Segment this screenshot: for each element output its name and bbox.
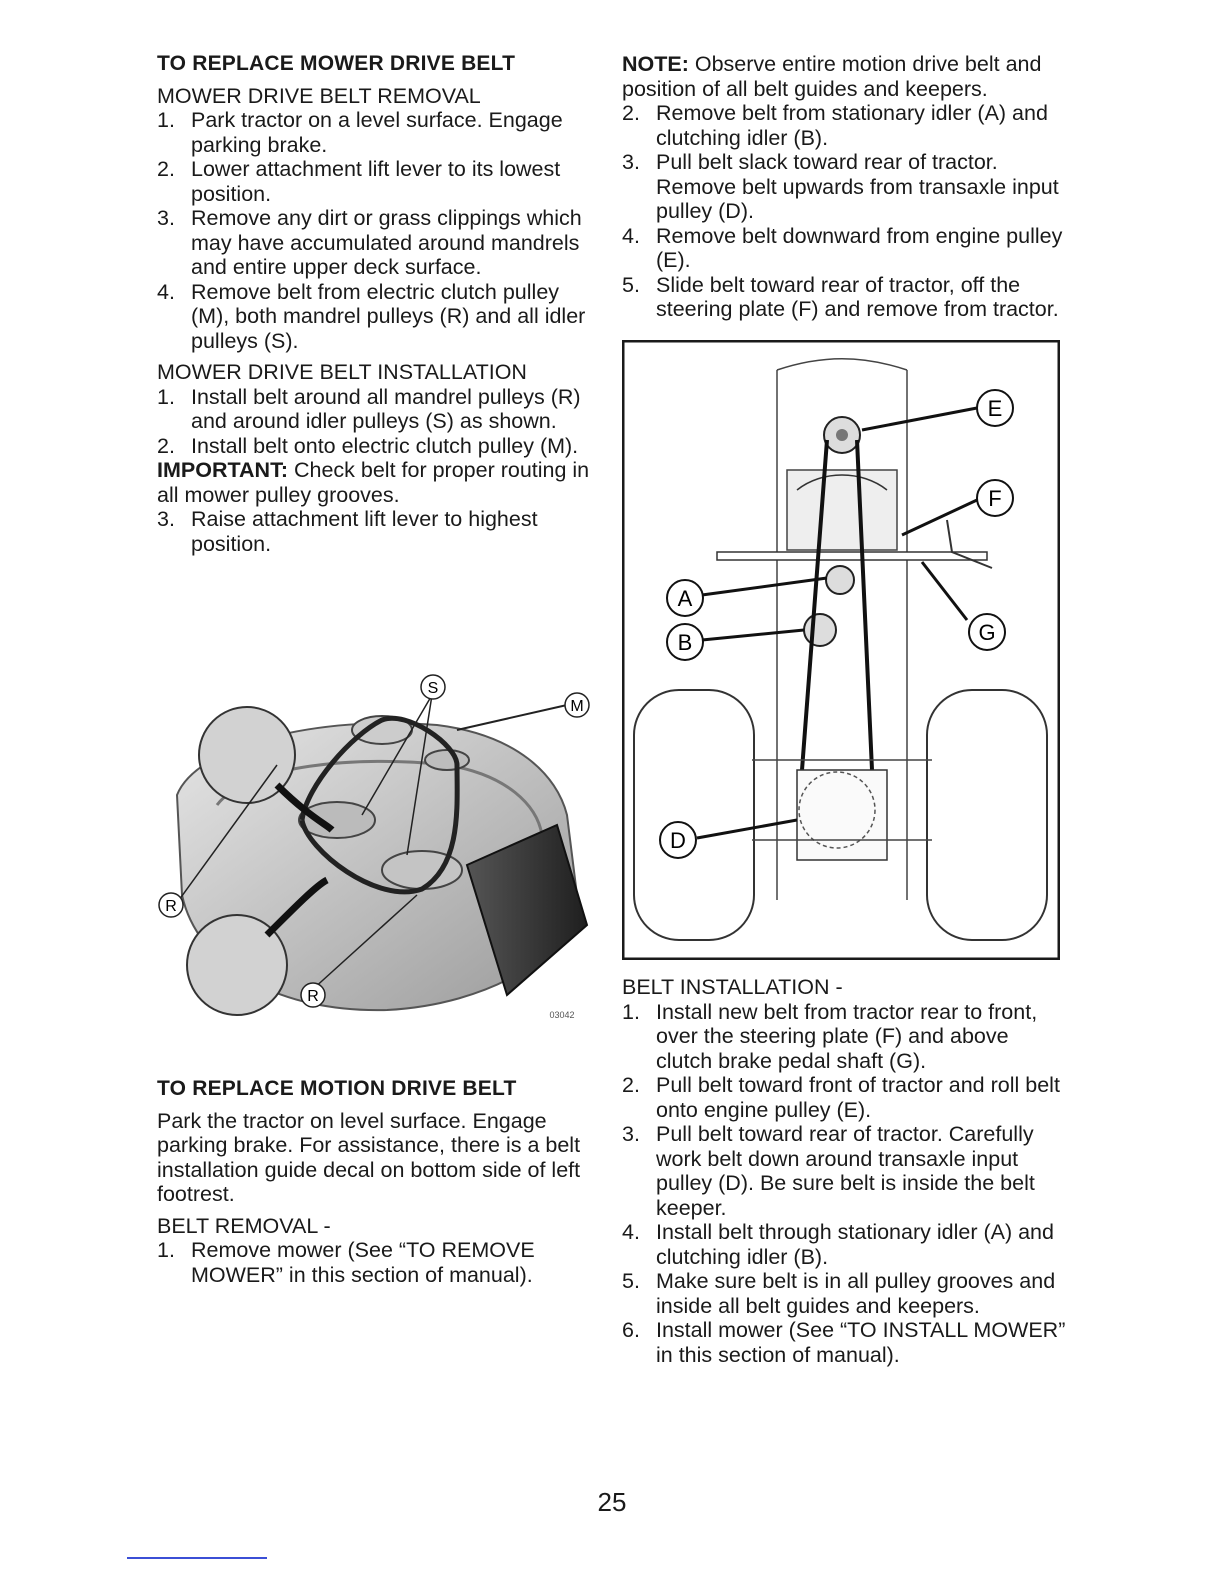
list-item xyxy=(622,1122,1067,1220)
label-s: S xyxy=(427,680,439,697)
step-number: 4. xyxy=(157,279,175,304)
step-text: Install belt through stationary idler (A) and clutching idler (B). xyxy=(656,1220,1054,1269)
right-column xyxy=(622,52,1067,322)
note-text: Observe entire motion drive belt and position of all belt guides and keepers. xyxy=(622,52,1042,101)
motion-belt-section xyxy=(157,1077,597,1287)
idler-pulley xyxy=(425,750,469,770)
list-item xyxy=(157,157,597,206)
step-text: Remove belt from stationary idler (A) and clutching idler (B). xyxy=(656,101,1048,150)
important-text: Check belt for proper routing in all mower pulley grooves. xyxy=(157,458,590,507)
step-number: 1. xyxy=(622,999,640,1024)
label-d: D xyxy=(670,828,686,853)
motion-belt-intro: Park the tractor on level surface. Engage parking brake. For assistance, there is a belt installation guide decal on bottom side of left footrest. xyxy=(157,1108,581,1206)
motion-belt-heading: TO REPLACE MOTION DRIVE BELT xyxy=(157,1077,517,1100)
tractor-drawing xyxy=(622,340,1060,960)
step-text: Park tractor on a level surface. Engage parking brake. xyxy=(191,108,563,157)
page-number: 25 xyxy=(597,1487,627,1517)
belt-installation-steps xyxy=(622,1000,1067,1368)
step-text: Install belt onto electric clutch pulley (M). xyxy=(191,433,579,458)
label-r2: R xyxy=(307,988,319,1005)
tractor-belt-diagram xyxy=(622,340,1060,960)
step-number: 2. xyxy=(622,101,640,125)
step-text: Raise attachment lift lever to highest position. xyxy=(191,507,538,556)
step-text: Remove any dirt or grass clippings which may have accumulated around mandrels and entire upper deck surface. xyxy=(191,206,582,279)
step-number: 4. xyxy=(622,223,640,248)
label-f: F xyxy=(988,486,1002,511)
step-number: 5. xyxy=(622,1269,640,1293)
note xyxy=(622,52,1067,101)
step-number: 3. xyxy=(157,206,175,230)
label-a: A xyxy=(677,586,693,611)
mower-belt-install-steps xyxy=(157,385,597,459)
mower-deck-drawing xyxy=(157,665,597,1035)
list-item xyxy=(157,108,597,157)
motion-belt-removal-steps xyxy=(622,101,1067,322)
right-rear-wheel xyxy=(927,690,1047,940)
step-number: 3. xyxy=(622,150,640,174)
list-item xyxy=(622,1220,1067,1269)
label-g: G xyxy=(978,620,996,645)
mower-belt-heading: TO REPLACE MOWER DRIVE BELT xyxy=(157,52,516,75)
bottom-rule xyxy=(127,1557,267,1559)
list-item xyxy=(157,507,597,556)
step-text: Pull belt toward front of tractor and roll belt onto engine pulley (E). xyxy=(656,1073,1060,1122)
step-text: Slide belt toward rear of tractor, off the steering plate (F) and remove from tractor. xyxy=(656,272,1059,321)
list-item xyxy=(157,206,597,280)
list-item xyxy=(622,224,1067,273)
belt-installation-title: BELT INSTALLATION - xyxy=(622,975,843,999)
step-number: 6. xyxy=(622,1318,640,1342)
mower-belt-removal-steps xyxy=(157,108,597,353)
list-item xyxy=(622,1318,1067,1367)
list-item xyxy=(622,1000,1067,1074)
list-item xyxy=(622,1269,1067,1318)
step-text: Pull belt slack toward rear of tractor. Remove belt upwards from transaxle input pulley (D). xyxy=(656,150,1059,223)
list-item xyxy=(622,101,1067,150)
mower-belt-install-title: MOWER DRIVE BELT INSTALLATION xyxy=(157,360,527,384)
step-text: Remove belt from electric clutch pulley (M), both mandrel pulleys (R) and all idler pulleys (S). xyxy=(191,279,586,353)
step-text: Install mower (See “TO INSTALL MOWER” in this section of manual). xyxy=(656,1318,1066,1367)
label-b: B xyxy=(677,630,693,655)
left-rear-wheel xyxy=(634,690,754,940)
label-e: E xyxy=(987,396,1003,421)
label-m: M xyxy=(570,698,584,715)
list-item xyxy=(622,150,1067,224)
important-note xyxy=(157,458,597,507)
step-text: Install new belt from tractor rear to front, over the steering plate (F) and above clutch brake pedal shaft (G). xyxy=(656,999,1038,1073)
mower-belt-removal-title: MOWER DRIVE BELT REMOVAL xyxy=(157,83,481,108)
clutching-idler xyxy=(804,614,836,646)
step-number: 3. xyxy=(622,1122,640,1146)
note-label: NOTE: xyxy=(622,52,689,76)
mower-deck-illustration xyxy=(157,665,597,1035)
step-number: 5. xyxy=(622,272,640,297)
left-column xyxy=(157,52,597,556)
pedal-shaft xyxy=(717,552,987,560)
belt-installation-section xyxy=(622,975,1067,1367)
step-text: Lower attachment lift lever to its lowest position. xyxy=(191,157,561,206)
figure-code: 03042 xyxy=(549,1010,575,1020)
list-item xyxy=(622,273,1067,322)
list-item xyxy=(157,280,597,354)
step-number: 1. xyxy=(157,384,175,409)
step-number: 2. xyxy=(622,1073,640,1097)
step-number: 3. xyxy=(157,507,175,531)
step-text: Make sure belt is in all pulley grooves and inside all belt guides and keepers. xyxy=(656,1269,1056,1318)
belt-removal-steps xyxy=(157,1238,597,1287)
step-number: 2. xyxy=(157,157,175,181)
step-text: Install belt around all mandrel pulleys (R) and around idler pulleys (S) as shown. xyxy=(191,384,581,433)
mandrel-pulley xyxy=(299,802,375,838)
step-text: Pull belt toward rear of tractor. Carefully work belt down around transaxle input pulley (D). Be sure belt is inside the belt keeper. xyxy=(656,1122,1035,1220)
label-r1: R xyxy=(165,898,177,915)
list-item xyxy=(157,434,597,459)
list-item xyxy=(157,1238,597,1287)
mower-belt-install-steps-cont xyxy=(157,507,597,556)
belt-removal-title: BELT REMOVAL - xyxy=(157,1213,331,1238)
step-number: 4. xyxy=(622,1220,640,1244)
stationary-idler xyxy=(826,566,854,594)
important-label: IMPORTANT: xyxy=(157,458,288,482)
step-number: 2. xyxy=(157,433,175,458)
step-number: 1. xyxy=(157,1238,175,1262)
list-item xyxy=(622,1073,1067,1122)
step-text: Remove belt downward from engine pulley (E). xyxy=(656,223,1063,272)
step-text: Remove mower (See “TO REMOVE MOWER” in this section of manual). xyxy=(191,1238,535,1287)
list-item xyxy=(157,385,597,434)
step-number: 1. xyxy=(157,108,175,132)
